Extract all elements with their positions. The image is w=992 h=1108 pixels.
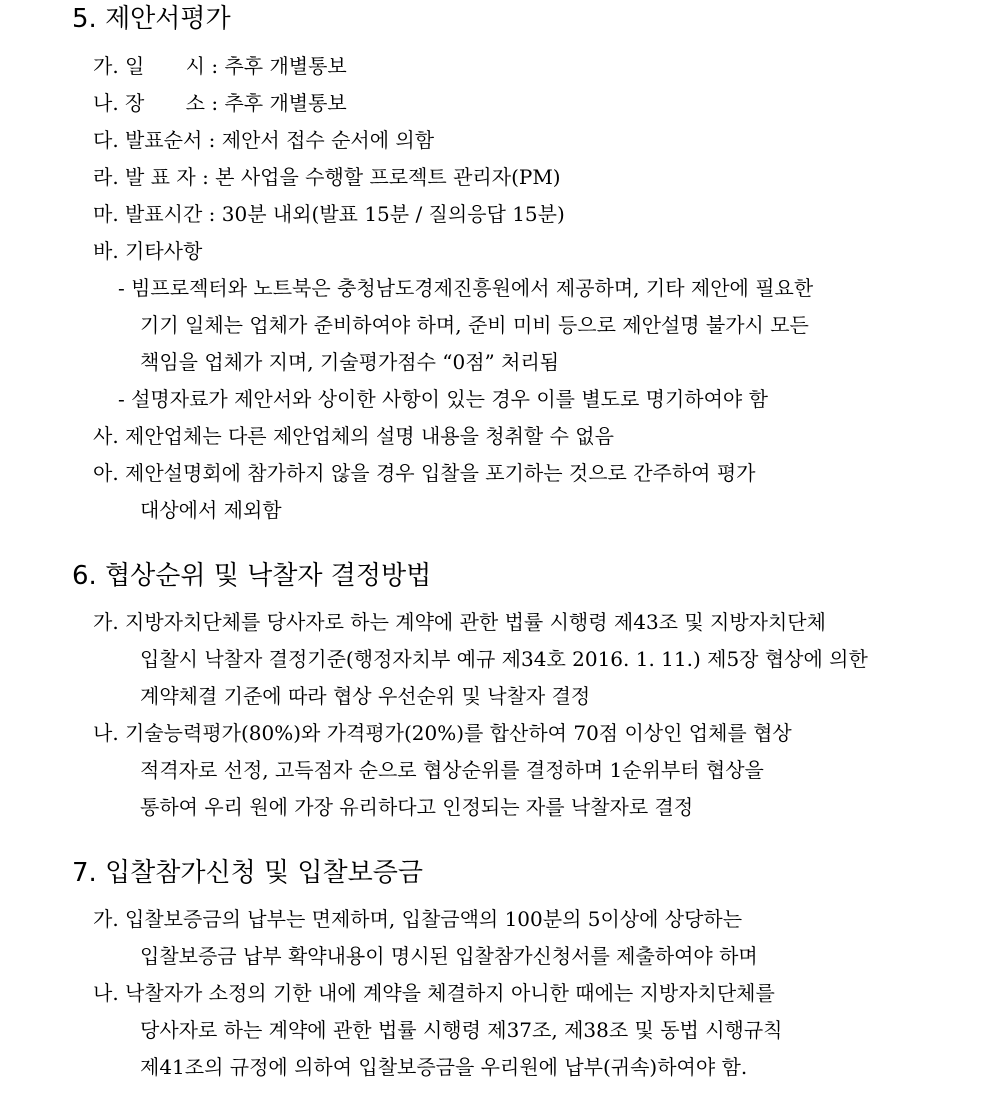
bullet-line: 기기 일체는 업체가 준비하여야 하며, 준비 미비 등으로 제안설명 불가시 모든 [140,313,809,337]
item-value: : 추후 개별통보 [211,54,347,78]
bullet-line: 책임을 업체가 지며, 기술평가점수 “0점” 처리됨 [140,350,560,374]
item-7-ga: 가. 입찰보증금의 납부는 면제하며, 입찰금액의 100분의 5이상에 상당하는 [93,907,743,931]
item-7-na-cont: 당사자로 하는 계약에 관한 법률 시행령 제37조, 제38조 및 동법 시행규칙 [140,1018,783,1042]
item-5-ba: 바. 기타사항 [93,239,203,263]
item-7-ga-cont: 입찰보증금 납부 확약내용이 명시된 입찰참가신청서를 제출하여야 하며 [140,944,758,968]
item-value: : 추후 개별통보 [211,91,347,115]
item-5-da: 다. 발표순서 : 제안서 접수 순서에 의함 [93,128,435,152]
item-7-na: 나. 낙찰자가 소정의 기한 내에 계약을 체결하지 아니한 때에는 지방자치단체를 [93,981,775,1005]
item-field: 소 [185,91,205,115]
item-6-ga-cont: 입찰시 낙찰자 결정기준(행정자치부 예규 제34호 2016. 1. 11.) 제5장 협상에 의한 [140,647,868,671]
item-6-na: 나. 기술능력평가(80%)와 가격평가(20%)를 합산하여 70점 이상인 업체를 협상 [93,721,792,745]
item-5-ma: 마. 발표시간 : 30분 내외(발표 15분 / 질의응답 15분) [93,202,565,226]
item-field: 시 [185,54,205,78]
item-7-na-cont: 제41조의 규정에 의하여 입찰보증금을 우리원에 납부(귀속)하여야 함. [140,1055,748,1079]
item-5-na [93,88,347,118]
item-5-aa: 아. 제안설명회에 참가하지 않을 경우 입찰을 포기하는 것으로 간주하여 평가 [93,461,756,485]
item-6-ga: 가. 지방자치단체를 당사자로 하는 계약에 관한 법률 시행령 제43조 및 지방자치단체 [93,610,826,634]
section-7-heading: 7. 입찰참가신청 및 입찰보증금 [72,858,423,888]
item-5-ra: 라. 발 표 자 : 본 사업을 수행할 프로젝트 관리자(PM) [93,165,561,189]
section-6-heading: 6. 협상순위 및 낙찰자 결정방법 [72,561,432,591]
bullet-line: - 빔프로젝터와 노트북은 충청남도경제진흥원에서 제공하며, 기타 제안에 필요한 [118,276,814,300]
bullet-line: - 설명자료가 제안서와 상이한 사항이 있는 경우 이를 별도로 명기하여야 함 [118,387,768,411]
section-5-heading: 5. 제안서평가 [72,4,231,34]
item-label: 나. 장 [93,91,145,115]
item-5-aa-cont: 대상에서 제외함 [140,498,282,522]
item-6-na-cont: 적격자로 선정, 고득점자 순으로 협상순위를 결정하며 1순위부터 협상을 [140,758,764,782]
item-label: 가. 일 [93,54,145,78]
item-6-ga-cont: 계약체결 기준에 따라 협상 우선순위 및 낙찰자 결정 [140,684,591,708]
item-5-ga [93,51,347,81]
item-6-na-cont: 통하여 우리 원에 가장 유리하다고 인정되는 자를 낙찰자로 결정 [140,795,694,819]
item-5-sa: 사. 제안업체는 다른 제안업체의 설명 내용을 청취할 수 없음 [93,424,614,448]
